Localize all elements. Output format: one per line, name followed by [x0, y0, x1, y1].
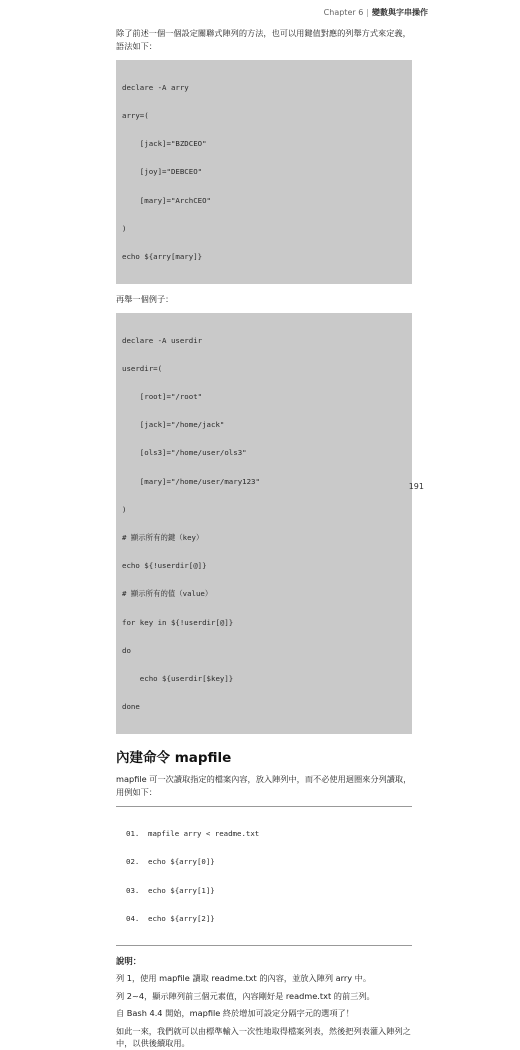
running-header	[324, 7, 428, 18]
listing-code: echo ${arry[0]}	[148, 857, 215, 867]
code-line: # 顯示所有的鍵（key）	[122, 532, 204, 542]
explanation-line: 如此一來，我們就可以由標準輸入一次性地取得檔案列表，然後把列表灌入陣列之中，以供後續取用。	[116, 1025, 411, 1049]
code-line: done	[122, 702, 140, 712]
code-line: [root]="/root"	[122, 391, 203, 401]
page-number: 191	[408, 482, 424, 491]
code-line: echo ${arry[mary]}	[122, 252, 203, 262]
code-line: # 顯示所有的值（value）	[122, 589, 213, 599]
header-separator: |	[366, 8, 369, 17]
listing-row	[126, 886, 412, 895]
code-line: )	[122, 504, 127, 514]
listing-row	[126, 829, 412, 838]
code-line: [mary]="ArchCEO"	[122, 195, 211, 205]
code-line: [joy]="DEBCEO"	[122, 167, 203, 177]
chapter-label: Chapter 6	[323, 8, 364, 17]
code-line: )	[122, 223, 127, 233]
listing-row	[126, 914, 412, 923]
explanation-line: 列 2~4，顯示陣列前三個元素值，內容剛好是 readme.txt 的前三列。	[116, 990, 375, 1001]
code-block-userdir	[116, 313, 412, 735]
code-line: echo ${userdir[$key]}	[122, 673, 234, 683]
code-line: [mary]="/home/user/mary123"	[122, 476, 260, 486]
chapter-title: 變數與字串操作	[372, 8, 428, 17]
another-example-paragraph: 再舉一個例子：	[116, 294, 174, 305]
code-line: arry=(	[122, 111, 149, 121]
code-line: echo ${!userdir[@]}	[122, 561, 207, 571]
line-number: 02.	[126, 857, 140, 867]
section-heading: 內建命令 mapfile	[116, 750, 232, 767]
explanation-line: 列 1，使用 mapfile 讀取 readme.txt 的內容，並放入陣列 arry 中。	[116, 973, 372, 984]
intro-paragraph: 除了前述一個一個設定關聯式陣列的方法，也可以用鍵值對應的列舉方式來定義，語法如下：	[116, 28, 411, 51]
explanation-label: 說明：	[116, 956, 142, 967]
code-line: declare -A userdir	[122, 335, 203, 345]
code-block-associative-array	[116, 60, 412, 284]
page-content	[116, 27, 412, 1050]
line-number: 04.	[126, 913, 140, 923]
code-line: [jack]="BZDCEO"	[122, 139, 207, 149]
listing-code: mapfile arry < readme.txt	[148, 829, 260, 839]
listing-code: echo ${arry[1]}	[148, 885, 215, 895]
section-intro-paragraph: mapfile 可一次讀取指定的檔案內容，放入陣列中，而不必使用迴圈來分列讀取，用例如下：	[116, 774, 412, 797]
code-line: [jack]="/home/jack"	[122, 420, 225, 430]
code-listing	[116, 806, 412, 946]
explanation-line: 自 Bash 4.4 開始，mapfile 終於增加可設定分隔字元的選項了！	[116, 1008, 354, 1019]
code-line: userdir=(	[122, 363, 163, 373]
code-line: do	[122, 645, 131, 655]
code-line: declare -A arry	[122, 82, 189, 92]
line-number: 03.	[126, 885, 140, 895]
line-number: 01.	[126, 829, 140, 839]
code-line: [ols3]="/home/user/ols3"	[122, 448, 247, 458]
code-line: for key in ${!userdir[@]}	[122, 617, 234, 627]
listing-code: echo ${arry[2]}	[148, 913, 215, 923]
listing-row	[126, 857, 412, 866]
